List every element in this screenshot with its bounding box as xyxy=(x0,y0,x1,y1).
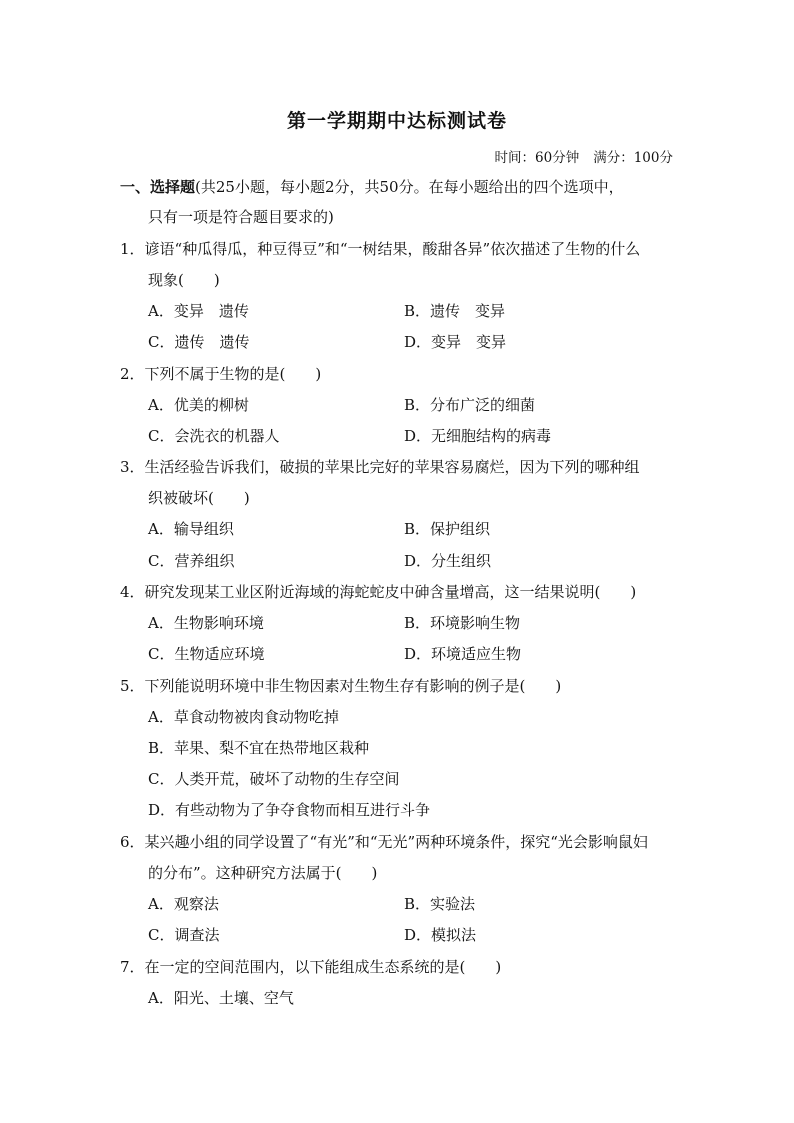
q2-option-b[interactable]: B．分布广泛的细菌 xyxy=(404,396,536,414)
q3-option-b[interactable]: B．保护组织 xyxy=(404,520,491,538)
q1-option-b[interactable]: B．遗传 变异 xyxy=(404,302,506,320)
question-3-cont: 织被破坏( ) xyxy=(148,489,250,507)
question-6-cont: 的分布”。这种研究方法属于( ) xyxy=(148,864,378,882)
section-header xyxy=(120,176,624,197)
q1-option-d[interactable]: D．变异 变异 xyxy=(404,333,507,351)
section-desc-line1: (共25小题，每小题2分，共50分。在每小题给出的四个选项中， xyxy=(195,178,624,196)
exam-meta xyxy=(495,146,673,166)
question-text: 生活经验告诉我们，破损的苹果比完好的苹果容易腐烂，因为下列的哪种组 xyxy=(144,458,640,476)
question-4 xyxy=(120,581,636,602)
question-5 xyxy=(120,675,561,696)
q5-option-c[interactable]: C．人类开荒，破坏了动物的生存空间 xyxy=(148,770,400,788)
q6-option-d[interactable]: D．模拟法 xyxy=(404,926,477,944)
question-2 xyxy=(120,363,321,384)
question-text: 谚语“种瓜得瓜，种豆得豆”和“一树结果，酸甜各异”依次描述了生物的什么 xyxy=(144,240,641,258)
question-text: 研究发现某工业区附近海域的海蛇蛇皮中砷含量增高，这一结果说明( ) xyxy=(144,583,637,601)
question-6 xyxy=(120,831,648,852)
q3-option-d[interactable]: D．分生组织 xyxy=(404,552,492,570)
question-number: 4． xyxy=(120,583,145,601)
question-number: 7． xyxy=(120,958,145,976)
q2-option-d[interactable]: D．无细胞结构的病毒 xyxy=(404,427,552,445)
q5-option-d[interactable]: D．有些动物为了争夺食物而相互进行斗争 xyxy=(148,801,431,819)
q5-option-b[interactable]: B．苹果、梨不宜在热带地区栽种 xyxy=(148,739,370,757)
question-7 xyxy=(120,956,501,977)
question-number: 2． xyxy=(120,365,145,383)
full-score: 满分：100分 xyxy=(593,150,673,166)
q4-option-a[interactable]: A．生物影响环境 xyxy=(148,614,264,632)
question-text: 下列不属于生物的是( ) xyxy=(144,365,322,383)
q4-option-c[interactable]: C．生物适应环境 xyxy=(148,645,265,663)
question-text: 在一定的空间范围内，以下能组成生态系统的是( ) xyxy=(144,958,502,976)
q2-option-c[interactable]: C．会洗衣的机器人 xyxy=(148,427,280,445)
q1-option-a[interactable]: A．变异 遗传 xyxy=(148,302,249,320)
question-1 xyxy=(120,238,640,259)
question-text: 下列能说明环境中非生物因素对生物生存有影响的例子是( ) xyxy=(144,677,562,695)
question-number: 3． xyxy=(120,458,145,476)
q3-option-a[interactable]: A．输导组织 xyxy=(148,520,234,538)
q6-option-b[interactable]: B．实验法 xyxy=(404,895,476,913)
q4-option-b[interactable]: B．环境影响生物 xyxy=(404,614,521,632)
question-3 xyxy=(120,456,640,477)
time-limit: 时间：60分钟 xyxy=(494,150,580,166)
q1-option-c[interactable]: C．遗传 遗传 xyxy=(148,333,250,351)
q7-option-a[interactable]: A．阳光、土壤、空气 xyxy=(148,989,294,1007)
q6-option-a[interactable]: A．观察法 xyxy=(148,895,219,913)
question-number: 1． xyxy=(120,240,145,258)
question-number: 6． xyxy=(120,833,145,851)
exam-title: 第一学期期中达标测试卷 xyxy=(286,110,507,132)
q5-option-a[interactable]: A．草食动物被肉食动物吃掉 xyxy=(148,708,339,726)
question-number: 5． xyxy=(120,677,145,695)
q3-option-c[interactable]: C．营养组织 xyxy=(148,552,235,570)
section-heading: 一、选择题 xyxy=(120,178,196,196)
q2-option-a[interactable]: A．优美的柳树 xyxy=(148,396,249,414)
section-desc-line2: 只有一项是符合题目要求的) xyxy=(148,208,334,226)
q6-option-c[interactable]: C．调查法 xyxy=(148,926,220,944)
question-text: 某兴趣小组的同学设置了“有光”和“无光”两种环境条件，探究“光会影响鼠妇 xyxy=(144,833,648,851)
q4-option-d[interactable]: D．环境适应生物 xyxy=(404,645,522,663)
question-1-cont: 现象( ) xyxy=(148,271,220,289)
